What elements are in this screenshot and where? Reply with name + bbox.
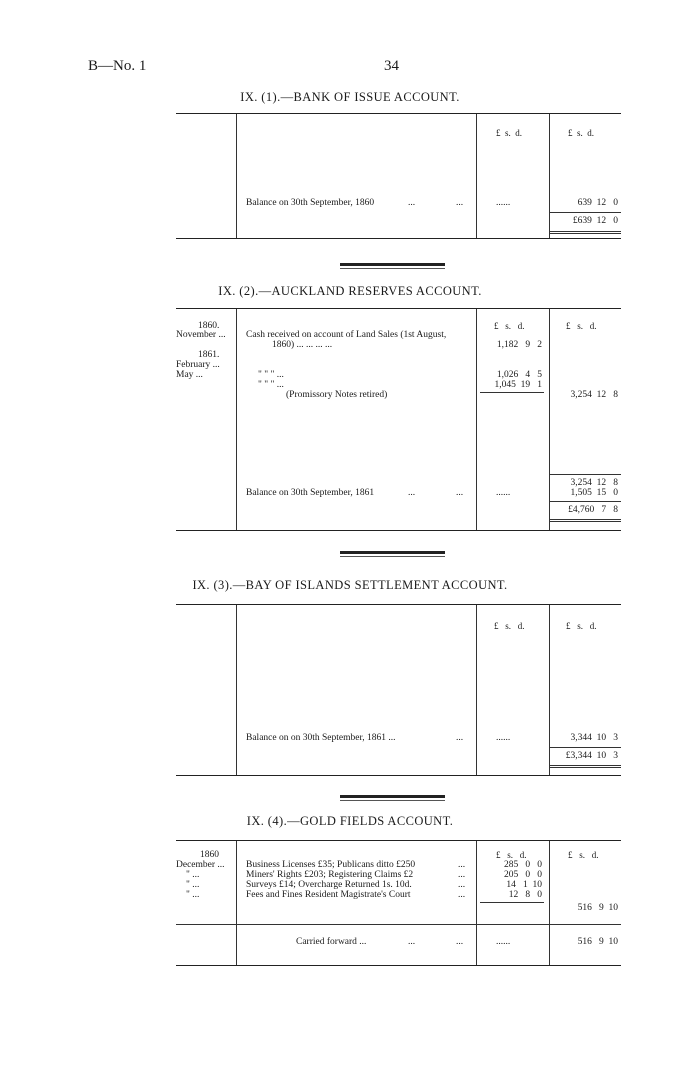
subtotal-amount: 516 9 10: [577, 903, 618, 913]
column-divider: [236, 309, 237, 530]
bay-of-islands-ledger: [176, 604, 621, 776]
entry-date-month: November ...: [176, 330, 226, 340]
section-divider: [340, 263, 445, 266]
column-header-lsd: £ s. d.: [568, 128, 595, 138]
column-header-lsd: £ s. d.: [496, 128, 523, 138]
double-rule: [549, 521, 621, 522]
entry-description: Business Licenses £35; Publicans ditto £250: [246, 860, 416, 870]
section-divider: [340, 551, 445, 554]
balance-amount: 3,344 10 3: [570, 733, 618, 743]
entry-date-year: 1860: [200, 850, 219, 860]
leader-dots: ...: [408, 937, 416, 947]
column-divider: [236, 605, 237, 775]
bank-of-issue-title: IX. (1).—BANK OF ISSUE ACCOUNT.: [240, 90, 460, 104]
entry-amount: 14 1 10: [506, 880, 542, 890]
column-divider: [476, 605, 477, 775]
sum-line: [549, 747, 621, 748]
entry-description: Fees and Fines Resident Magistrate's Court: [246, 890, 411, 900]
document-reference: B—No. 1: [88, 58, 147, 74]
section-divider: [340, 268, 445, 269]
leader-dots: ...: [456, 198, 464, 208]
column-header-lsd: £ s. d.: [496, 850, 527, 860]
column-divider: [476, 114, 477, 238]
carried-forward-label: Carried forward ...: [296, 937, 367, 947]
total-amount: £639 12 0: [572, 216, 618, 226]
page-number: 34: [384, 58, 399, 74]
entry-amount: 12 8 0: [508, 890, 542, 900]
section-divider: [340, 556, 445, 557]
auckland-reserves-ledger: [176, 308, 621, 531]
entry-date-year: 1861.: [198, 350, 220, 360]
entry-note: (Promissory Notes retired): [286, 390, 388, 400]
balance-label: Balance on 30th September, 1860: [246, 198, 375, 208]
total-amount: £3,344 10 3: [565, 751, 618, 761]
blank-dash: ......: [496, 488, 511, 498]
balance-label: Balance on on 30th September, 1861 ...: [246, 733, 396, 743]
bank-of-issue-ledger: [176, 113, 621, 239]
gold-fields-ledger: [176, 840, 621, 966]
blank-dash: ......: [496, 733, 511, 743]
double-rule: [549, 519, 621, 520]
double-rule: [549, 765, 621, 766]
leader-dots: ...: [408, 198, 416, 208]
ditto-marks: " " " ...: [258, 370, 284, 380]
subtotal-amount: 3,254 12 8: [570, 390, 618, 400]
row-separator: [176, 924, 621, 925]
sum-line: [480, 392, 544, 393]
column-divider: [236, 841, 237, 965]
column-header-lsd: £ s. d.: [494, 321, 525, 331]
column-divider: [236, 114, 237, 238]
total-amount: £4,760 7 8: [568, 505, 618, 515]
gold-fields-title: IX. (4).—GOLD FIELDS ACCOUNT.: [246, 814, 454, 828]
column-header-lsd: £ s. d.: [566, 621, 597, 631]
column-header-lsd: £ s. d.: [494, 621, 525, 631]
sum-line: [480, 902, 544, 903]
entry-description: Miners' Rights £203; Registering Claims £2: [246, 870, 414, 880]
leader-dots: ...: [458, 860, 466, 870]
entry-date-month: May ...: [176, 370, 203, 380]
entry-date-year: 1860.: [198, 321, 220, 331]
leader-dots: ...: [458, 870, 466, 880]
subtotal-amount: 3,254 12 8: [570, 478, 618, 488]
column-divider: [476, 841, 477, 965]
column-divider: [549, 605, 550, 775]
balance-label: Balance on 30th September, 1861: [246, 488, 375, 498]
auckland-reserves-title: IX. (2).—AUCKLAND RESERVES ACCOUNT.: [218, 284, 482, 298]
entry-amount: 1,182 9 2: [496, 340, 542, 350]
ditto-marks: " ...: [186, 870, 200, 880]
section-divider: [340, 795, 445, 798]
leader-dots: ...: [456, 733, 464, 743]
entry-description: Cash received on account of Land Sales (1st August,: [246, 330, 447, 340]
double-rule: [549, 231, 621, 232]
column-header-lsd: £ s. d.: [566, 321, 597, 331]
column-divider: [476, 309, 477, 530]
entry-amount: 205 0 0: [504, 870, 542, 880]
sum-line: [549, 474, 621, 475]
column-header-lsd: £ s. d.: [568, 850, 599, 860]
double-rule: [549, 233, 621, 234]
ditto-marks: " " " ...: [258, 380, 284, 390]
sum-line: [549, 501, 621, 502]
bay-of-islands-title: IX. (3).—BAY OF ISLANDS SETTLEMENT ACCOUNT.: [192, 578, 508, 592]
blank-dash: ......: [496, 937, 511, 947]
column-divider: [549, 841, 550, 965]
entry-date-month: December ...: [176, 860, 225, 870]
leader-dots: ...: [458, 890, 466, 900]
section-divider: [340, 800, 445, 801]
entry-description: Surveys £14; Overcharge Returned 1s. 10d.: [246, 880, 412, 890]
blank-dash: ......: [496, 198, 511, 208]
balance-amount: 1,505 15 0: [570, 488, 618, 498]
entry-date-month: February ...: [176, 360, 220, 370]
ditto-marks: " ...: [186, 880, 200, 890]
entry-description: 1860) ... ... ... ...: [272, 340, 333, 350]
sum-line: [549, 212, 621, 213]
leader-dots: ...: [408, 488, 416, 498]
entry-amount: 1,026 4 5: [496, 370, 542, 380]
double-rule: [549, 767, 621, 768]
leader-dots: ...: [456, 488, 464, 498]
entry-amount: 1,045 19 1: [494, 380, 542, 390]
leader-dots: ...: [456, 937, 464, 947]
column-divider: [549, 114, 550, 238]
ditto-marks: " ...: [186, 890, 200, 900]
column-divider: [549, 309, 550, 530]
leader-dots: ...: [458, 880, 466, 890]
entry-amount: 285 0 0: [504, 860, 542, 870]
balance-amount: 639 12 0: [577, 198, 618, 208]
carried-forward-amount: 516 9 10: [577, 937, 618, 947]
